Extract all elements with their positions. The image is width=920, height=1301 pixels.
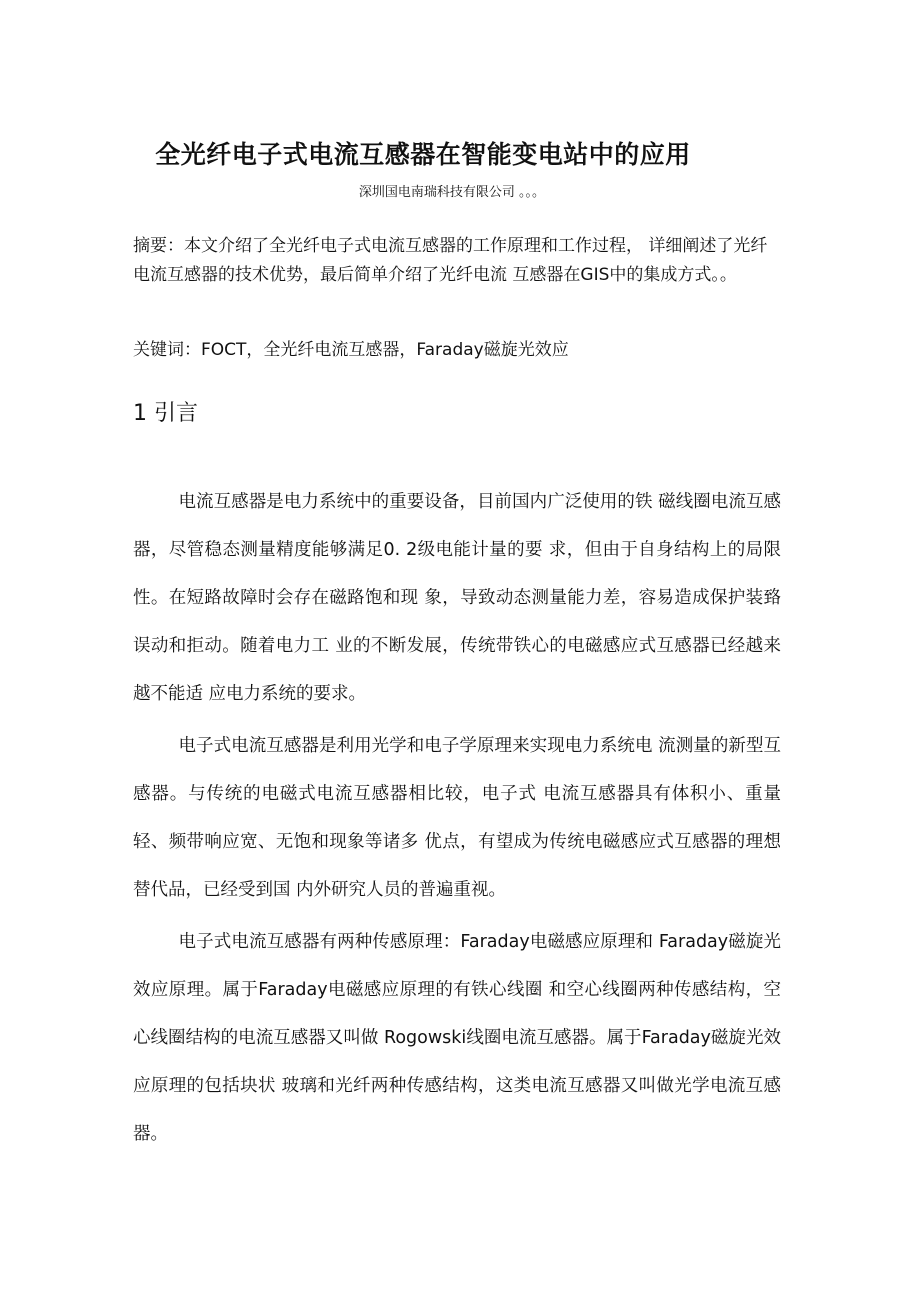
author-affiliation: 深圳国电南瑞科技有限公司 。。。 [358,185,546,200]
body-text [133,478,781,1162]
document-title: 全光纤电子式电流互感器在智能变电站中的应用 [155,139,691,169]
keywords-line: 关键词：FOCT，全光纤电流互感器，Faraday磁旋光效应 [133,340,569,360]
body-paragraph: 电子式电流互感器是利用光学和电子学原理来实现电力系统电 流测量的新型互感器。与传统的电磁式电流互感器相比较，电子式 电流互感器具有体积小、重量轻、频带响应宽、无饱和现象等诸多 优点，有望成为传统电磁感应式互感器的理想替代品，已经受到国 内外研究人员的普遍重视。 [133,736,781,900]
section-heading: 1 引言 [133,401,198,426]
body-paragraph: 电流互感器是电力系统中的重要设备，目前国内广泛使用的铁 磁线圈电流互感器，尽管稳态测量精度能够满足0. 2级电能计量的要 求，但由于自身结构上的局限性。在短路故障时会存在磁路饱和现 象，导致动态测量能力差，容易造成保护装臵误动和拒动。随着电力工 业的不断发展，传统带铁心的电磁感应式互感器已经越来越不能适 应电力系统的要求。 [133,492,781,704]
body-paragraph: 电子式电流互感器有两种传感原理：Faraday电磁感应原理和 Faraday磁旋光效应原理。属于Faraday电磁感应原理的有铁心线圈 和空心线圈两种传感结构，空心线圈结构的电流互感器又叫做 Rogowski线圈电流互感器。属于Faraday磁旋光效应原理的包括块状 玻璃和光纤两种传感结构，这类电流互感器又叫做光学电流互感器。 [133,932,781,1144]
abstract-paragraph: 摘要：本文介绍了全光纤电子式电流互感器的工作原理和工作过程， 详细阐述了光纤电流互感器的技术优势，最后简单介绍了光纤电流 互感器在GIS中的集成方式。。 [133,236,768,285]
